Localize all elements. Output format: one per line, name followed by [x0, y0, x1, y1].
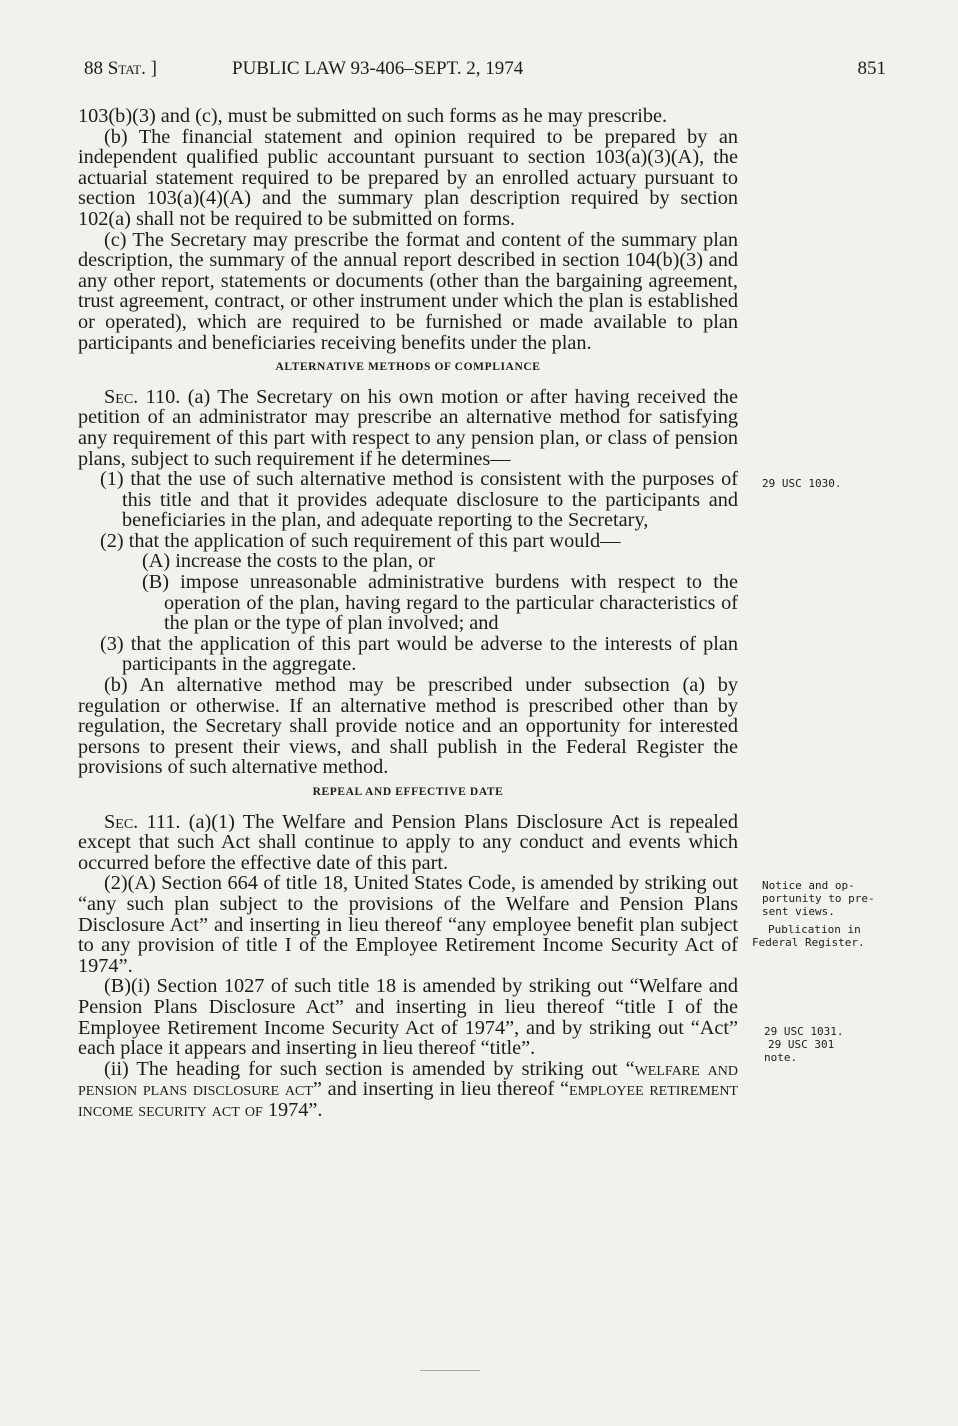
clause-2-A: (A) increase the costs to the plan, or [142, 550, 435, 573]
clause-2: (2) that the application of such requirement of this part would— [100, 529, 621, 552]
section-111-a-2-A: (2)(A) Section 664 of title 18, United States Code, is amended by striking out “any such plan subject to the provisions of the Welfare and Pension Plans Disclosure Act” and inserting in lieu thereof “any employee benefit plan subject to any provision of title I of the Employee Retirement Income Security Act of 1974”. [78, 872, 738, 977]
public-law-title: PUBLIC LAW 93-406–SEPT. 2, 1974 [232, 58, 524, 79]
section-111-text: (a)(1) The Welfare and Pension Plans Disclosure Act is repealed except that such Act shall continue to apply to any conduct and events which occurred before the effective date of this part. [78, 810, 738, 874]
paragraph-continued: 103(b)(3) and (c), must be submitted on such forms as he may prescribe. [78, 105, 668, 127]
margin-note-notice: Notice and op- portunity to pre- sent views. [762, 879, 875, 918]
clause-1: (1) that the use of such alternative method is consistent with the purposes of this title and that it provides adequate disclosure to the participants and beneficiaries in the plan, and adequate reporting to the Secretary, [100, 468, 738, 532]
statute-reference: 88 Stat. ] [84, 58, 157, 79]
clause-3: (3) that the application of this part would be adverse to the interests of plan participants in the aggregate. [100, 632, 738, 676]
section-111-a-2-B-i: (B)(i) Section 1027 of such title 18 is amended by striking out “Welfare and Pension Plans Disclosure Act” and inserting in lieu thereof “title I of the Employee Retirement Income Security Act of 1974”, and by striking out “Act” each place it appears and inserting in lieu thereof “title”. [78, 975, 738, 1060]
page-header [84, 58, 886, 84]
page-number: 851 [857, 58, 886, 79]
paragraph-109c: (c) The Secretary may prescribe the format and content of the summary plan description, the summary of the annual report described in section 104(b)(3) and any other report, statements or documents (other than the bargaining agreement, trust agreement, contract, or other instrument under which the plan is established or operated), which are required to be furnished or made available to plan participants and beneficiaries receiving benefits under the plan. [78, 228, 738, 354]
section-heading-alternative-methods: ALTERNATIVE METHODS OF COMPLIANCE [275, 361, 541, 374]
margin-note-29-usc-1031: 29 USC 1031. 29 USC 301 note. [764, 1025, 844, 1064]
heading-old-name: welfare and pension plans disclosure act [78, 1057, 738, 1101]
section-110-text: (a) The Secretary on his own motion or after having received the petition of an administrator may prescribe an alternative method for satisfying any requirement of this part with respect to any pension plan, or class of pension plans, subject to such requirement if he determines— [78, 385, 738, 470]
section-111-a-2-B-ii: (ii) The heading for such section is amended by striking out “welfare and pension plans disclosure act” and inserting in lieu thereof “employee retirement income security act of 1974”. [78, 1057, 738, 1121]
section-heading-repeal: REPEAL AND EFFECTIVE DATE [312, 786, 504, 798]
section-111-a-1 [78, 812, 738, 874]
section-110-b: (b) An alternative method may be prescribed under subsection (a) by regulation or otherwise. If an alternative method is prescribed other than by regulation, the Secretary shall provide notice and an opportunity for interested persons to present their views, and shall publish in the Federal Register the provisions of such alternative method. [78, 674, 738, 779]
paragraph-109b: (b) The financial statement and opinion required to be prepared by an independent qualified public accountant pursuant to section 103(a)(3)(A), the actuarial statement required to be prepared by an enrolled actuary pursuant to section 103(a)(4)(A) and the summary plan description required by section 102(a) shall not be required to be submitted on forms. [78, 125, 738, 230]
margin-note-publication: Publication in Federal Register. [752, 923, 865, 949]
section-111-label: Sec. 111. [104, 810, 181, 833]
clause-2-B: (B) impose unreasonable administrative burdens with respect to the operation of the plan, having regard to the particular characteristics of the plan or the type of plan involved; and [142, 571, 738, 635]
document-body [78, 106, 738, 1121]
heading-new-name: employee retirement income security act of 1974 [78, 1078, 738, 1121]
bottom-rule [420, 1370, 480, 1371]
section-110-label: Sec. 110. [104, 385, 181, 408]
section-110-a [78, 387, 738, 469]
margin-note-29-usc-1030: 29 USC 1030. [762, 477, 842, 490]
